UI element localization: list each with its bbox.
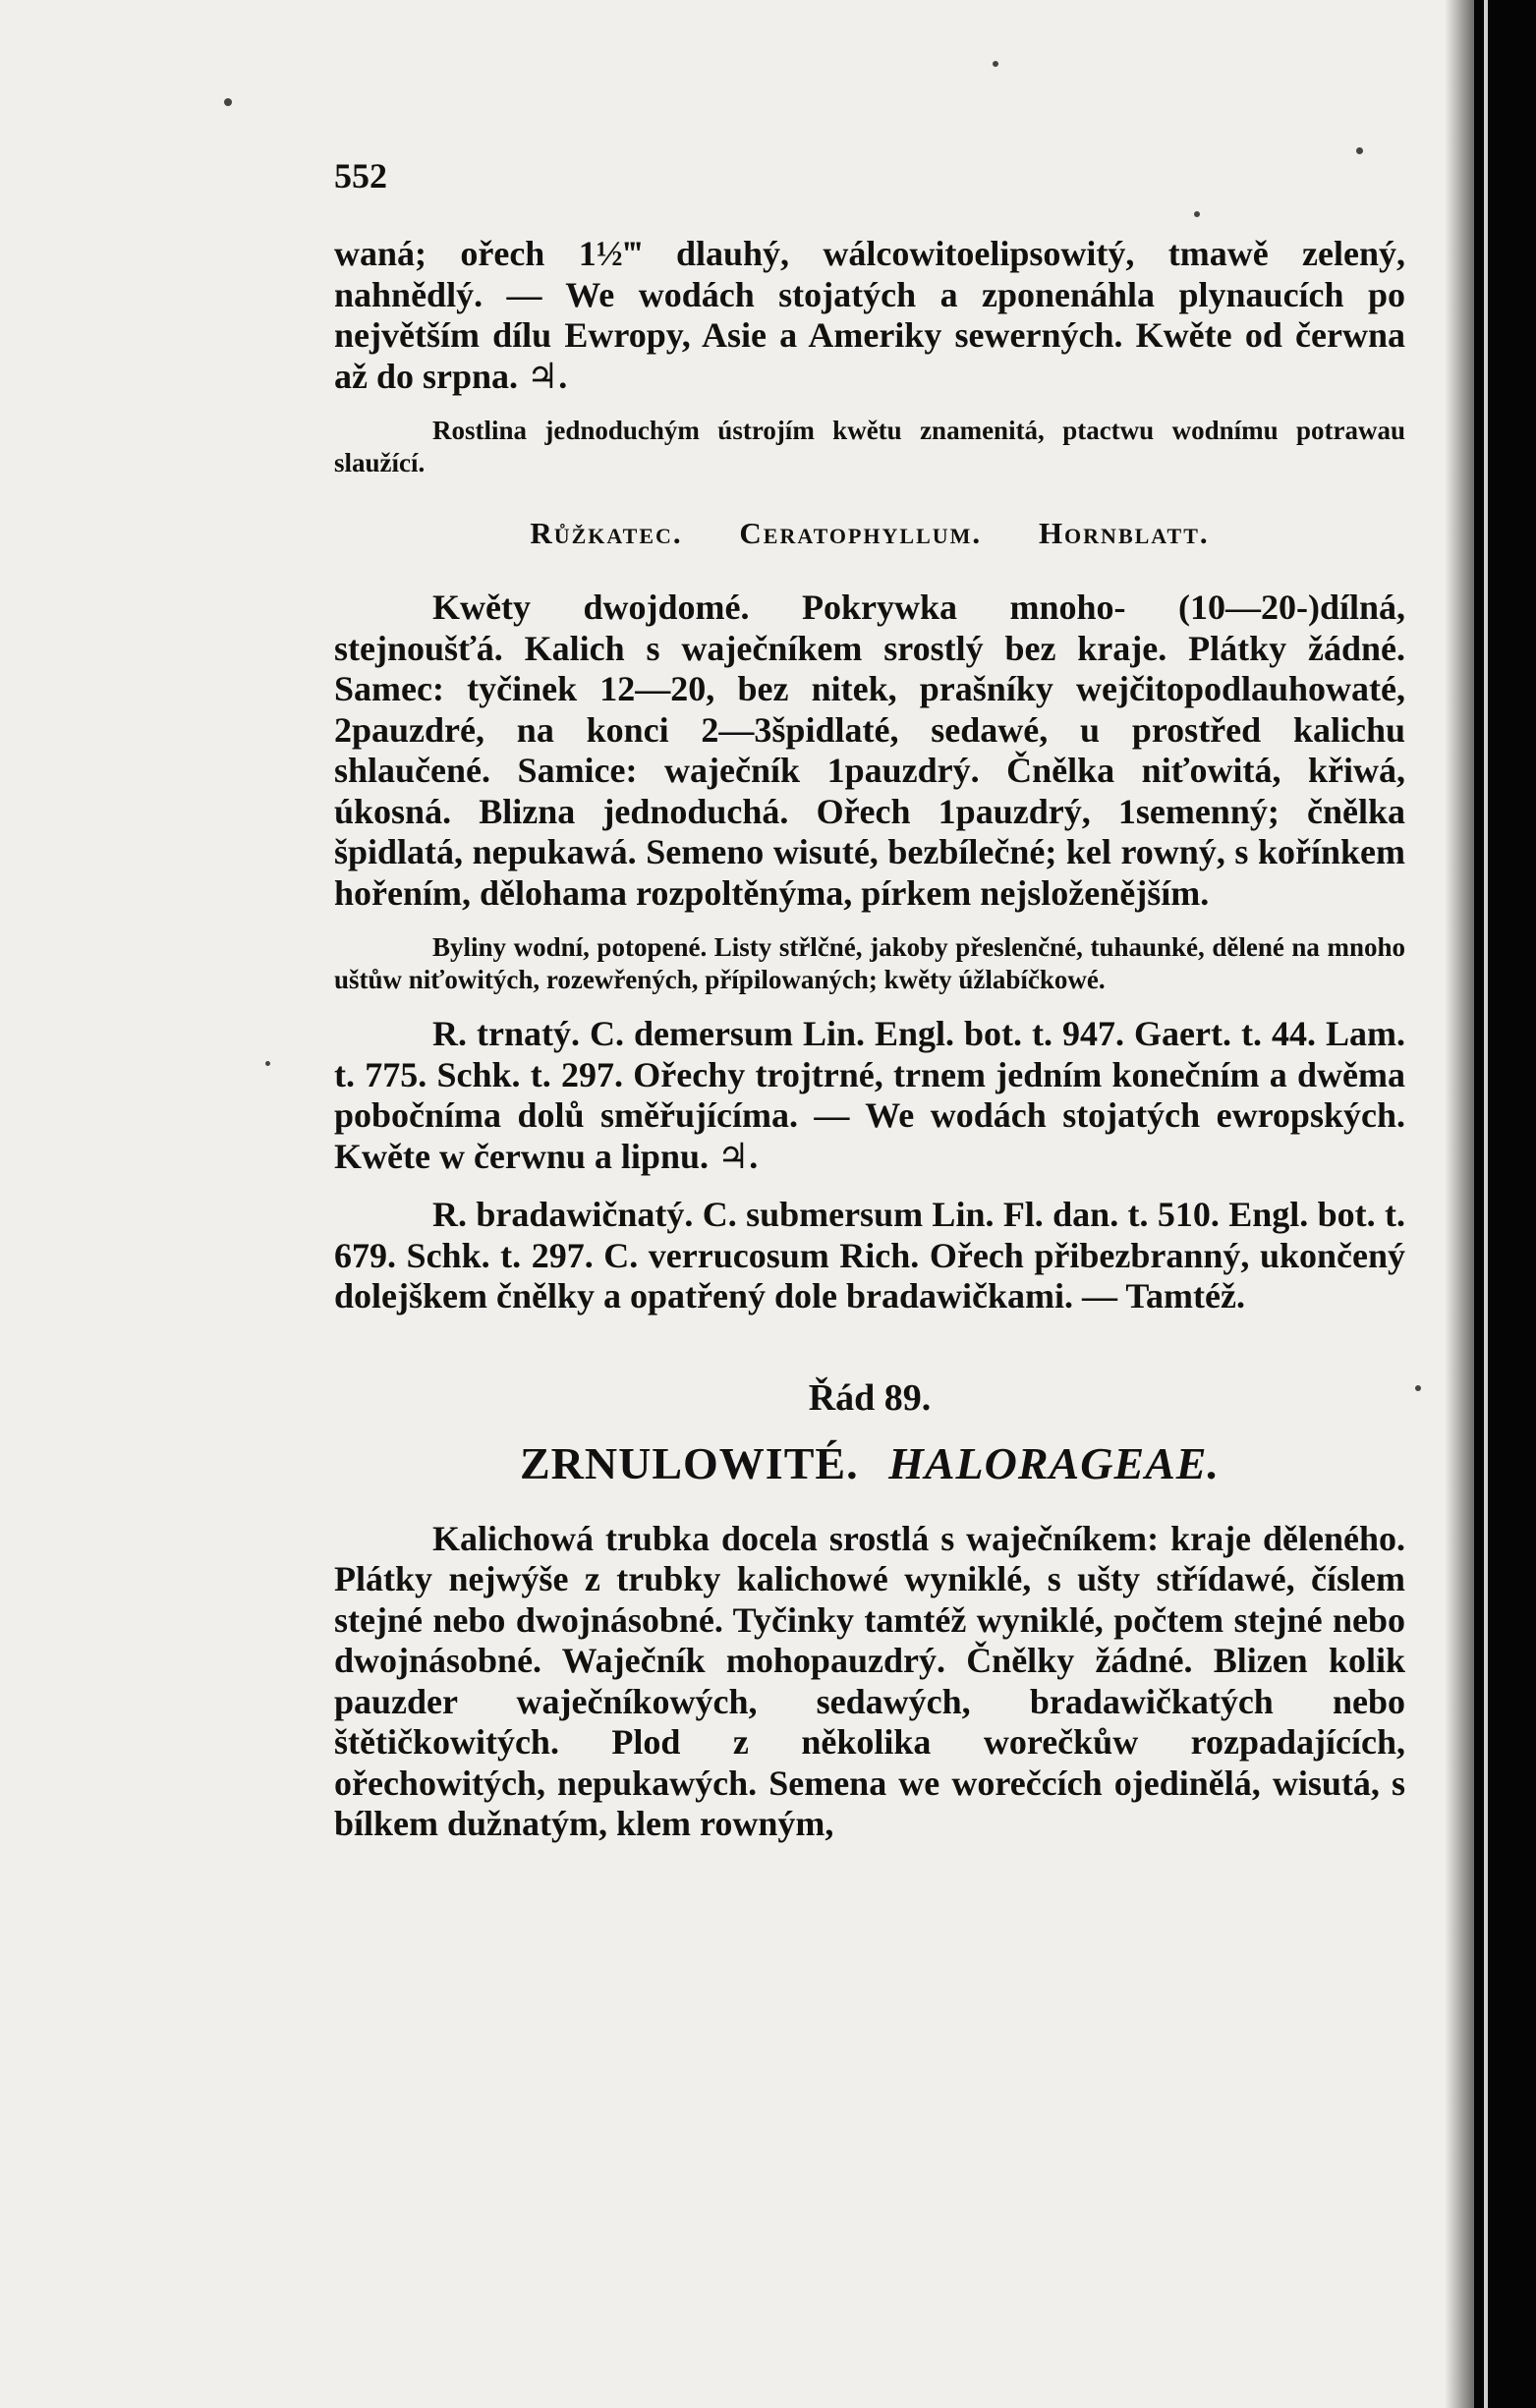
text-column bbox=[334, 147, 1405, 1845]
paper-speck bbox=[993, 61, 998, 67]
genus-heading bbox=[334, 509, 1405, 558]
paper-speck bbox=[224, 98, 232, 106]
paper-speck bbox=[1415, 1385, 1421, 1391]
scan-border bbox=[1474, 0, 1536, 2408]
paper-speck bbox=[265, 1061, 270, 1066]
genus-latin: Ceratophyllum. bbox=[739, 516, 983, 550]
page-number: 552 bbox=[334, 156, 387, 196]
genus-description: Kwěty dwojdomé. Pokrywka mnoho- (10—20-)dílná, stejnoušťá. Kalich s waječníkem srostlý bez kraje. Plátky žádné. Samec: tyčinek 12—20, bez nitek, prašníky wejčitopodlauhowaté, 2pauzdré, na konci 2—3špidlaté, sedawé, u prostřed kalichu shlaučené. Samice: waječník 1pauzdrý. Čnělka niťowitá, křiwá, úkosná. Blizna jednoduchá. Ořech 1pauzdrý, 1semenný; čnělka špidlatá, nepukawá. Semeno wisuté, bezbílečné; kel rowný, s kořínkem hořením, dělohama rozpoltěnýma, pírkem nejsloženějším. bbox=[334, 588, 1405, 913]
genus-czech: Růžkatec. bbox=[530, 516, 683, 550]
species-bradawicnaty: R. bradawičnatý. C. submersum Lin. Fl. dan. t. 510. Engl. bot. t. 679. Schk. t. 297. C. verrucosum Rich. Ořech přibezbranný, ukončený dolejškem čnělky a opatřený dole bradawičkami. — Tamtéž. bbox=[334, 1195, 1405, 1316]
order-number: Řád 89. bbox=[808, 1376, 932, 1419]
genus-german: Hornblatt. bbox=[1038, 516, 1210, 550]
paper-speck bbox=[1194, 211, 1200, 217]
family-heading bbox=[334, 1437, 1405, 1489]
paragraph-continuation: waná; ořech 1½‴ dlauhý, wálcowitoelipsowitý, tmawě zelený, nahnědlý. — We wodách stojatých a zponenáhla plynaucích po největším dílu Ewropy, Asie a Ameriky sewerných. Kwěte od čerwna až do srpna. ♃. bbox=[334, 234, 1405, 396]
note-byliny: Byliny wodní, potopené. Listy střlčné, jakoby přeslenčné, tuhaunké, dělené na mnoho uštůw niťowitých, rozewřených, přípilowaných; kwěty úžlabíčkowé. bbox=[334, 932, 1405, 994]
family-latin: HALORAGEAE. bbox=[888, 1437, 1220, 1488]
family-description: Kalichowá trubka docela srostlá s waječníkem: kraje děleného. Plátky nejwýše z trubky kalichowé wyniklé, s ušty střídawé, číslem stejné nebo dwojnásobné. Tyčinky tamtéž wyniklé, počtem stejné nebo dwojnásobné. Waječník mohopauzdrý. Čnělky žádné. Blizen kolik pauzder waječníkowých, sedawých, bradawičkatých nebo štětičkowitých. Plod z několika worečkůw rozpadajících, ořechowitých, nepukawých. Semena we worečcích ojedinělá, wisutá, s bílkem dužnatým, klem rowným, bbox=[334, 1518, 1405, 1843]
page-edge-shadow bbox=[1445, 0, 1474, 2408]
note-rostlina: Rostlina jednoduchým ústrojím kwětu znamenitá, ptactwu wodnímu potrawau slaužící. bbox=[334, 416, 1405, 477]
scan-border-line bbox=[1484, 0, 1488, 2408]
species-trnaty: R. trnatý. C. demersum Lin. Engl. bot. t. 947. Gaert. t. 44. Lam. t. 775. Schk. t. 297. Ořechy trojtrné, trnem jedním konečním a dwěma pobočníma dolů směřujícíma. — We wodách stojatých ewropských. Kwěte w čerwnu a lipnu. ♃. bbox=[334, 1014, 1405, 1176]
family-czech: ZRNULOWITÉ. bbox=[520, 1437, 859, 1488]
paper-speck bbox=[1356, 147, 1363, 154]
